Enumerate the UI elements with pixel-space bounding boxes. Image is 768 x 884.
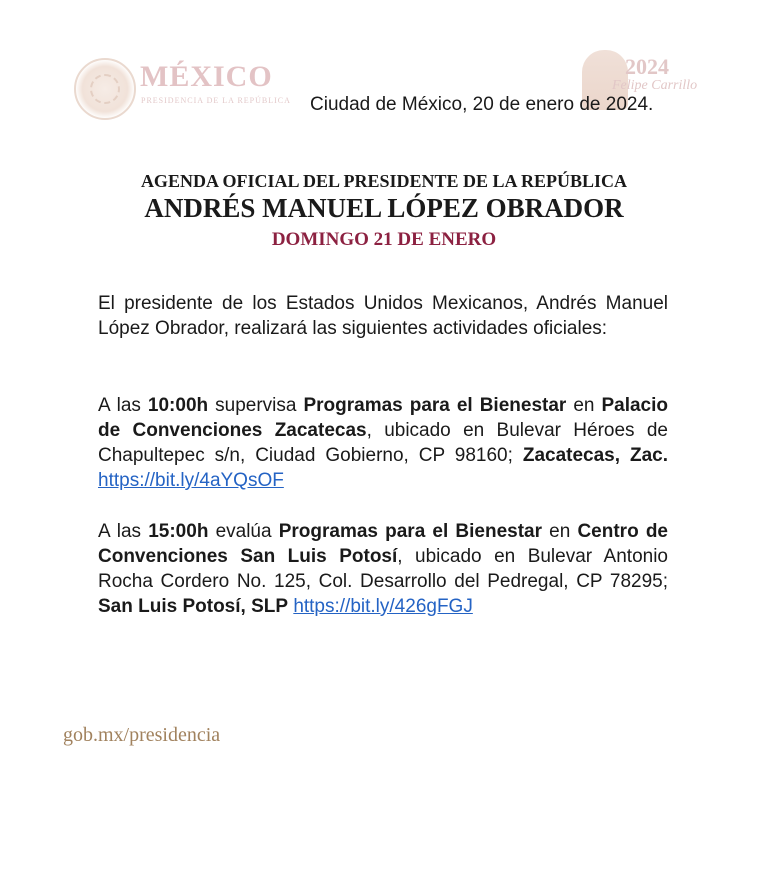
activity-venue: Palacio de Convenciones Zacatecas (98, 395, 668, 441)
activity-program: Programas para el Bienestar (303, 395, 567, 416)
dateline: Ciudad de México, 20 de enero de 2024. (310, 94, 654, 115)
activity-program: Programas para el Bienestar (278, 521, 543, 542)
activity-city: San Luis Potosí, SLP (98, 596, 289, 617)
activity-link[interactable]: https://bit.ly/426gFGJ (293, 596, 473, 617)
activity-city: Zacatecas, Zac. (522, 445, 668, 466)
activity-link[interactable]: https://bit.ly/4aYQsOF (98, 470, 284, 491)
agenda-title: AGENDA OFICIAL DEL PRESIDENTE DE LA REPÚBLICA (140, 171, 628, 191)
year-logo-text: 2024 (625, 54, 669, 79)
activity-connector: en (542, 521, 578, 542)
president-name: ANDRÉS MANUEL LÓPEZ OBRADOR (144, 193, 624, 223)
year-logo-subtitle: Felipe Carrillo (612, 78, 698, 93)
activity-paragraph (98, 393, 668, 493)
activity-verb: supervisa (208, 395, 304, 416)
activity-address: , ubicado en Bulevar Antonio Rocha Cordero No. 125, Col. Desarrollo del Pedregal, CP 78295; (98, 546, 668, 592)
activity-time: 15:00h (148, 521, 209, 542)
agenda-date: DOMINGO 21 DE ENERO (271, 229, 497, 250)
activity-venue: Centro de Convenciones San Luis Potosí (98, 521, 668, 567)
intro-paragraph: El presidente de los Estados Unidos Mexicanos, Andrés Manuel López Obrador, realizará las siguientes actividades oficiales: (98, 293, 668, 339)
activity-prefix: A las (98, 395, 148, 416)
activity-paragraph (98, 519, 668, 619)
activity-verb: evalúa (208, 521, 279, 542)
letterhead (0, 0, 768, 130)
coat-of-arms-icon (74, 58, 136, 120)
activity-prefix: A las (98, 521, 149, 542)
footer-url: gob.mx/presidencia (63, 724, 221, 746)
title-block (0, 170, 768, 256)
activity-time: 10:00h (147, 395, 209, 416)
activity-connector: en (566, 395, 602, 416)
brand-logo-text: MÉXICO (140, 60, 273, 93)
activity-address: , ubicado en Bulevar Héroes de Chapultepec s/n, Ciudad Gobierno, CP 98160; (98, 420, 668, 466)
brand-subtitle: PRESIDENCIA DE LA REPÚBLICA (141, 96, 291, 105)
